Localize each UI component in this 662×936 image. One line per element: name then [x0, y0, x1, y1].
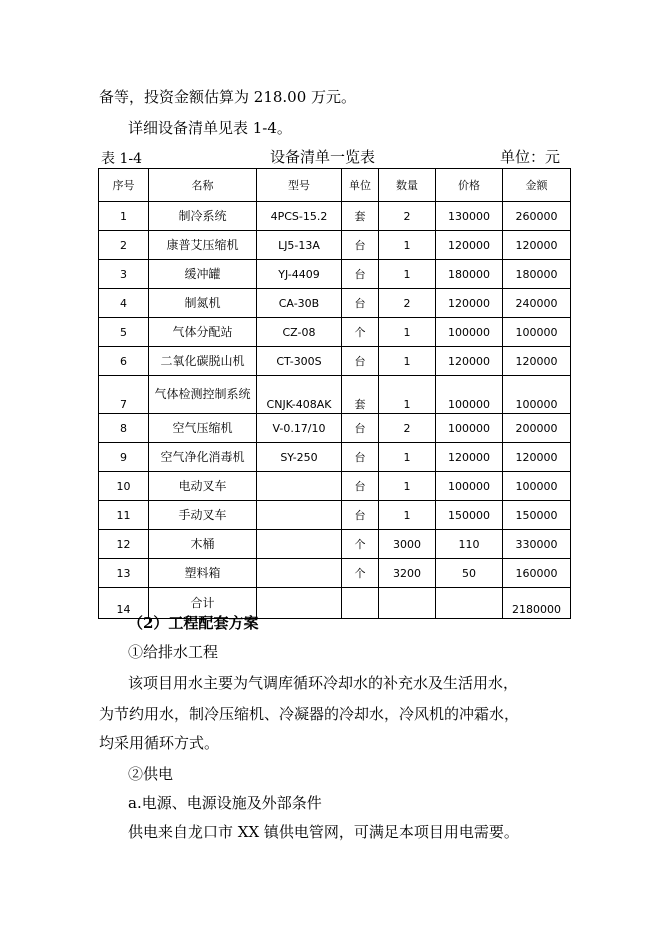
row-name: 塑料箱	[149, 559, 257, 588]
row-no: 1	[99, 202, 149, 231]
row-price: 180000	[436, 260, 503, 289]
row-name: 电动叉车	[149, 472, 257, 501]
row-qty: 1	[379, 260, 436, 289]
header-model: 型号	[257, 169, 342, 202]
subsection-power: ②供电	[128, 765, 174, 783]
row-name: 气体分配站	[149, 318, 257, 347]
subsection-water: ①给排水工程	[128, 643, 219, 661]
equipment-table	[98, 168, 571, 619]
row-amount: 120000	[503, 443, 571, 472]
header-amount: 金额	[503, 169, 571, 202]
row-price: 100000	[436, 376, 503, 414]
row-unit: 台	[342, 260, 379, 289]
subsection-power-a: a.电源、电源设施及外部条件	[128, 794, 322, 812]
header-price: 价格	[436, 169, 503, 202]
row-model	[257, 588, 342, 619]
row-unit: 台	[342, 472, 379, 501]
table-row	[99, 289, 571, 318]
table-row	[99, 231, 571, 260]
row-no: 8	[99, 414, 149, 443]
table-row	[99, 202, 571, 231]
row-unit: 个	[342, 530, 379, 559]
row-name: 二氧化碳脱山机	[149, 347, 257, 376]
row-model: SY-250	[257, 443, 342, 472]
row-amount: 200000	[503, 414, 571, 443]
row-model: 4PCS-15.2	[257, 202, 342, 231]
row-unit: 台	[342, 347, 379, 376]
row-qty: 1	[379, 231, 436, 260]
row-unit: 台	[342, 443, 379, 472]
row-no: 4	[99, 289, 149, 318]
row-amount: 100000	[503, 318, 571, 347]
row-model: CZ-08	[257, 318, 342, 347]
row-name: 制氮机	[149, 289, 257, 318]
row-qty: 2	[379, 202, 436, 231]
intro-line-2: 详细设备清单见表 1-4。	[128, 119, 292, 137]
row-unit: 套	[342, 376, 379, 414]
row-unit: 套	[342, 202, 379, 231]
row-name: 气体检测控制系统	[149, 376, 257, 414]
row-model: CA-30B	[257, 289, 342, 318]
table-row	[99, 318, 571, 347]
row-price: 100000	[436, 318, 503, 347]
row-no: 7	[99, 376, 149, 414]
row-model: V-0.17/10	[257, 414, 342, 443]
row-qty: 1	[379, 472, 436, 501]
header-no: 序号	[99, 169, 149, 202]
row-amount: 260000	[503, 202, 571, 231]
table-unit: 单位：元	[500, 148, 561, 166]
table-row	[99, 443, 571, 472]
para-water-1: 该项目用水主要为气调库循环冷却水的补充水及生活用水，	[128, 674, 519, 692]
row-amount: 240000	[503, 289, 571, 318]
row-no: 5	[99, 318, 149, 347]
row-unit: 个	[342, 318, 379, 347]
row-no: 14	[99, 588, 149, 619]
table-row	[99, 260, 571, 289]
row-qty: 3200	[379, 559, 436, 588]
header-qty: 数量	[379, 169, 436, 202]
row-price: 120000	[436, 231, 503, 260]
table-row	[99, 559, 571, 588]
row-amount: 160000	[503, 559, 571, 588]
para-power: 供电来自龙口市 XX 镇供电管网，可满足本项目用电需要。	[128, 823, 519, 841]
row-model	[257, 559, 342, 588]
row-amount: 120000	[503, 231, 571, 260]
section-heading: （2）工程配套方案	[128, 614, 259, 632]
row-amount: 180000	[503, 260, 571, 289]
row-qty: 3000	[379, 530, 436, 559]
row-no: 3	[99, 260, 149, 289]
row-unit: 台	[342, 231, 379, 260]
table-row	[99, 530, 571, 559]
row-name: 制冷系统	[149, 202, 257, 231]
row-model: CNJK-408AK	[257, 376, 342, 414]
row-amount: 100000	[503, 376, 571, 414]
row-no: 6	[99, 347, 149, 376]
row-name: 康普艾压缩机	[149, 231, 257, 260]
row-name: 手动叉车	[149, 501, 257, 530]
row-price: 100000	[436, 414, 503, 443]
para-water-2: 为节约用水，制冷压缩机、冷凝器的冷却水，冷风机的冲霜水，	[99, 705, 520, 723]
row-unit	[342, 588, 379, 619]
row-no: 2	[99, 231, 149, 260]
intro-line-1: 备等，投资金额估算为 218.00 万元。	[99, 88, 357, 106]
row-qty: 2	[379, 414, 436, 443]
row-model	[257, 530, 342, 559]
row-model	[257, 501, 342, 530]
table-row	[99, 501, 571, 530]
row-price: 120000	[436, 443, 503, 472]
row-model: CT-300S	[257, 347, 342, 376]
row-qty: 2	[379, 289, 436, 318]
row-qty: 1	[379, 318, 436, 347]
row-name: 空气净化消毒机	[149, 443, 257, 472]
row-no: 12	[99, 530, 149, 559]
table-number: 表 1-4	[101, 151, 142, 167]
row-amount: 330000	[503, 530, 571, 559]
row-price	[436, 588, 503, 619]
header-name: 名称	[149, 169, 257, 202]
row-unit: 个	[342, 559, 379, 588]
row-model: LJ5-13A	[257, 231, 342, 260]
row-qty: 1	[379, 347, 436, 376]
table-header-row	[99, 169, 571, 202]
row-amount: 2180000	[503, 588, 571, 619]
row-price: 130000	[436, 202, 503, 231]
table-row	[99, 414, 571, 443]
row-price: 150000	[436, 501, 503, 530]
row-no: 9	[99, 443, 149, 472]
row-amount: 120000	[503, 347, 571, 376]
row-name: 木桶	[149, 530, 257, 559]
row-name: 合计	[149, 588, 257, 619]
row-amount: 150000	[503, 501, 571, 530]
row-price: 50	[436, 559, 503, 588]
row-model	[257, 472, 342, 501]
table-row	[99, 347, 571, 376]
header-unit: 单位	[342, 169, 379, 202]
row-no: 13	[99, 559, 149, 588]
row-qty: 1	[379, 376, 436, 414]
row-no: 11	[99, 501, 149, 530]
row-unit: 台	[342, 289, 379, 318]
row-price: 100000	[436, 472, 503, 501]
row-qty: 1	[379, 501, 436, 530]
row-qty: 1	[379, 443, 436, 472]
row-qty	[379, 588, 436, 619]
para-water-3: 均采用循环方式。	[99, 734, 220, 752]
table-row	[99, 472, 571, 501]
row-price: 110	[436, 530, 503, 559]
row-no: 10	[99, 472, 149, 501]
table-title: 设备清单一览表	[270, 148, 376, 166]
table-row	[99, 376, 571, 414]
row-price: 120000	[436, 289, 503, 318]
row-unit: 台	[342, 414, 379, 443]
row-name: 缓冲罐	[149, 260, 257, 289]
row-name: 空气压缩机	[149, 414, 257, 443]
row-price: 120000	[436, 347, 503, 376]
row-unit: 台	[342, 501, 379, 530]
row-amount: 100000	[503, 472, 571, 501]
row-model: YJ-4409	[257, 260, 342, 289]
